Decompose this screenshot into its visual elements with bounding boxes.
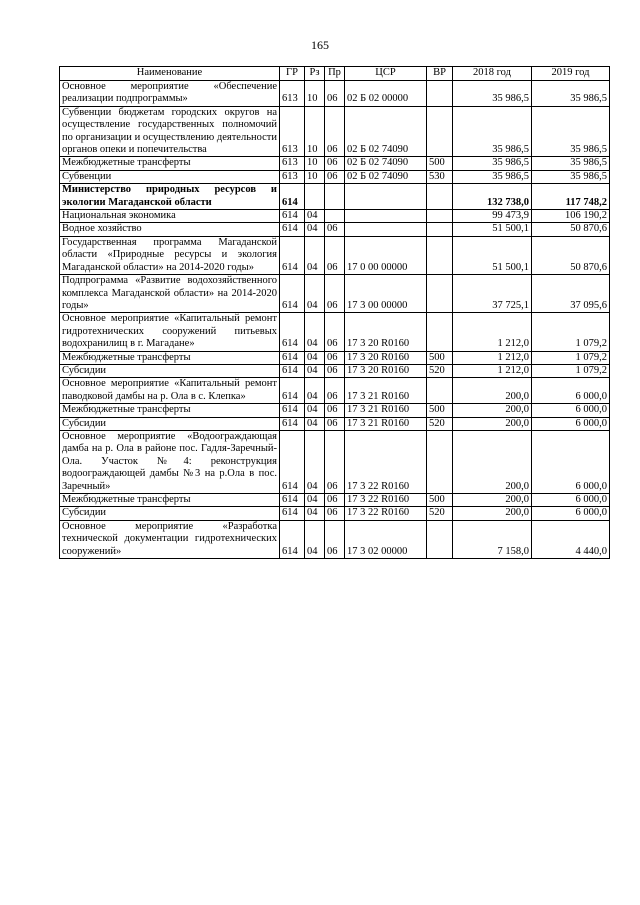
cell-pr	[325, 210, 345, 223]
header-gr: ГР	[280, 67, 305, 81]
cell-2018: 200,0	[453, 378, 532, 404]
header-name: Наименование	[60, 67, 280, 81]
cell-rz: 04	[305, 236, 325, 274]
table-row	[60, 494, 610, 507]
cell-csr: 17 3 02 00000	[345, 520, 427, 558]
table-row	[60, 351, 610, 364]
cell-2019: 50 870,6	[532, 223, 610, 236]
cell-gr: 613	[280, 170, 305, 183]
cell-rz: 04	[305, 417, 325, 430]
cell-rz: 10	[305, 170, 325, 183]
cell-pr: 06	[325, 351, 345, 364]
cell-pr: 06	[325, 507, 345, 520]
cell-pr: 06	[325, 236, 345, 274]
cell-2018: 35 986,5	[453, 81, 532, 107]
cell-name: Министерство природных ресурсов и экологии Магаданской области	[60, 184, 280, 210]
cell-2019: 6 000,0	[532, 417, 610, 430]
cell-2019: 50 870,6	[532, 236, 610, 274]
cell-rz: 04	[305, 378, 325, 404]
cell-csr: 17 3 00 00000	[345, 275, 427, 313]
cell-csr: 17 3 21 R0160	[345, 378, 427, 404]
cell-vr: 530	[427, 170, 453, 183]
cell-2018: 35 986,5	[453, 170, 532, 183]
cell-name: Субсидии	[60, 364, 280, 377]
cell-vr	[427, 81, 453, 107]
cell-2018: 99 473,9	[453, 210, 532, 223]
cell-2018: 35 986,5	[453, 157, 532, 170]
cell-2018: 37 725,1	[453, 275, 532, 313]
table-row	[60, 507, 610, 520]
cell-gr: 614	[280, 313, 305, 351]
table-row	[60, 223, 610, 236]
page-number: 165	[311, 38, 329, 52]
cell-2019: 6 000,0	[532, 430, 610, 493]
table-row	[60, 520, 610, 558]
cell-2018: 1 212,0	[453, 313, 532, 351]
cell-gr: 614	[280, 520, 305, 558]
table-row	[60, 364, 610, 377]
table-row	[60, 275, 610, 313]
cell-csr: 17 3 22 R0160	[345, 507, 427, 520]
cell-name: Национальная экономика	[60, 210, 280, 223]
cell-vr	[427, 210, 453, 223]
cell-gr: 614	[280, 236, 305, 274]
cell-2019: 117 748,2	[532, 184, 610, 210]
cell-vr	[427, 236, 453, 274]
cell-2018: 132 738,0	[453, 184, 532, 210]
cell-2019: 4 440,0	[532, 520, 610, 558]
header-csr: ЦСР	[345, 67, 427, 81]
cell-csr	[345, 210, 427, 223]
cell-2018: 7 158,0	[453, 520, 532, 558]
cell-rz: 04	[305, 210, 325, 223]
cell-gr: 614	[280, 417, 305, 430]
table-row	[60, 313, 610, 351]
cell-rz: 04	[305, 404, 325, 417]
table-row	[60, 210, 610, 223]
cell-2019: 35 986,5	[532, 81, 610, 107]
cell-name: Водное хозяйство	[60, 223, 280, 236]
cell-gr: 614	[280, 184, 305, 210]
table-row	[60, 170, 610, 183]
cell-name: Подпрограмма «Развитие водохозяйственного комплекса Магаданской области» на 2014-2020 годы»	[60, 275, 280, 313]
cell-2019: 35 986,5	[532, 170, 610, 183]
cell-gr: 613	[280, 81, 305, 107]
table-row	[60, 106, 610, 157]
cell-gr: 614	[280, 210, 305, 223]
cell-rz: 04	[305, 351, 325, 364]
cell-gr: 613	[280, 106, 305, 157]
cell-rz: 04	[305, 223, 325, 236]
cell-pr: 06	[325, 430, 345, 493]
table-row	[60, 81, 610, 107]
cell-gr: 614	[280, 507, 305, 520]
cell-csr: 02 Б 02 74090	[345, 106, 427, 157]
cell-2018: 200,0	[453, 417, 532, 430]
cell-gr: 614	[280, 494, 305, 507]
table-row	[60, 236, 610, 274]
cell-name: Субвенции бюджетам городских округов на осуществление государственных полномочий по организации и осуществлению деятельности органов опеки и попечительства	[60, 106, 280, 157]
cell-2018: 51 500,1	[453, 236, 532, 274]
cell-2019: 1 079,2	[532, 313, 610, 351]
cell-rz: 04	[305, 313, 325, 351]
cell-vr: 520	[427, 417, 453, 430]
cell-gr: 614	[280, 223, 305, 236]
cell-2019: 6 000,0	[532, 404, 610, 417]
cell-pr	[325, 184, 345, 210]
cell-rz: 10	[305, 81, 325, 107]
cell-vr	[427, 313, 453, 351]
cell-gr: 613	[280, 157, 305, 170]
budget-table	[59, 66, 610, 559]
cell-name: Основное мероприятие «Капитальный ремонт гидротехнических сооружений питьевых водохранилищ в г. Магадане»	[60, 313, 280, 351]
cell-name: Основное мероприятие «Водоограждающая дамба на р. Ола в районе пос. Гадля-Заречный-Ола. Участок №4: реконструкция водоограждающей дамбы №3 на р.Ола в пос. Заречный»	[60, 430, 280, 493]
cell-name: Основное мероприятие «Капитальный ремонт паводковой дамбы на р. Ола в с. Клепка»	[60, 378, 280, 404]
cell-2018: 200,0	[453, 494, 532, 507]
table-row	[60, 157, 610, 170]
cell-gr: 614	[280, 378, 305, 404]
cell-vr	[427, 223, 453, 236]
cell-vr: 500	[427, 157, 453, 170]
cell-rz: 04	[305, 430, 325, 493]
table-row	[60, 417, 610, 430]
cell-2019: 6 000,0	[532, 494, 610, 507]
cell-2019: 35 986,5	[532, 106, 610, 157]
header-pr: Пр	[325, 67, 345, 81]
cell-name: Межбюджетные трансферты	[60, 351, 280, 364]
cell-name: Субвенции	[60, 170, 280, 183]
cell-gr: 614	[280, 430, 305, 493]
cell-csr: 17 3 22 R0160	[345, 494, 427, 507]
cell-2018: 35 986,5	[453, 106, 532, 157]
cell-vr: 500	[427, 494, 453, 507]
cell-name: Субсидии	[60, 417, 280, 430]
table-row	[60, 430, 610, 493]
cell-vr: 520	[427, 364, 453, 377]
cell-pr: 06	[325, 313, 345, 351]
cell-vr: 500	[427, 404, 453, 417]
cell-rz: 04	[305, 507, 325, 520]
header-rz: Рз	[305, 67, 325, 81]
cell-rz: 04	[305, 364, 325, 377]
cell-csr	[345, 223, 427, 236]
cell-vr	[427, 275, 453, 313]
cell-csr: 17 3 20 R0160	[345, 351, 427, 364]
cell-2019: 35 986,5	[532, 157, 610, 170]
cell-name: Межбюджетные трансферты	[60, 404, 280, 417]
cell-2019: 1 079,2	[532, 351, 610, 364]
table-row	[60, 184, 610, 210]
cell-vr: 520	[427, 507, 453, 520]
header-2018: 2018 год	[453, 67, 532, 81]
cell-csr: 02 Б 02 00000	[345, 81, 427, 107]
cell-name: Государственная программа Магаданской области «Природные ресурсы и экология Магаданской области» на 2014-2020 годы»	[60, 236, 280, 274]
cell-csr: 17 3 21 R0160	[345, 417, 427, 430]
cell-pr: 06	[325, 494, 345, 507]
cell-pr: 06	[325, 223, 345, 236]
cell-csr: 02 Б 02 74090	[345, 170, 427, 183]
cell-rz: 10	[305, 157, 325, 170]
cell-csr: 17 3 20 R0160	[345, 364, 427, 377]
cell-pr: 06	[325, 275, 345, 313]
cell-rz: 04	[305, 275, 325, 313]
cell-name: Основное мероприятие «Разработка технической документации гидротехнических сооружений»	[60, 520, 280, 558]
cell-gr: 614	[280, 404, 305, 417]
header-2019: 2019 год	[532, 67, 610, 81]
cell-csr: 17 3 20 R0160	[345, 313, 427, 351]
header-vr: ВР	[427, 67, 453, 81]
cell-pr: 06	[325, 417, 345, 430]
cell-2018: 1 212,0	[453, 364, 532, 377]
table-row	[60, 378, 610, 404]
cell-2019: 37 095,6	[532, 275, 610, 313]
cell-rz: 04	[305, 520, 325, 558]
cell-vr	[427, 430, 453, 493]
cell-pr: 06	[325, 378, 345, 404]
cell-vr	[427, 106, 453, 157]
cell-pr: 06	[325, 170, 345, 183]
cell-gr: 614	[280, 275, 305, 313]
cell-vr	[427, 184, 453, 210]
cell-2019: 6 000,0	[532, 378, 610, 404]
cell-vr	[427, 378, 453, 404]
table-header-row	[60, 67, 610, 81]
cell-2018: 51 500,1	[453, 223, 532, 236]
cell-csr: 17 3 22 R0160	[345, 430, 427, 493]
cell-vr: 500	[427, 351, 453, 364]
cell-gr: 614	[280, 351, 305, 364]
cell-name: Межбюджетные трансферты	[60, 157, 280, 170]
cell-pr: 06	[325, 157, 345, 170]
cell-2018: 200,0	[453, 507, 532, 520]
cell-vr	[427, 520, 453, 558]
cell-name: Основное мероприятие «Обеспечение реализации подпрограммы»	[60, 81, 280, 107]
cell-csr	[345, 184, 427, 210]
cell-gr: 614	[280, 364, 305, 377]
cell-2019: 6 000,0	[532, 507, 610, 520]
cell-csr: 02 Б 02 74090	[345, 157, 427, 170]
cell-pr: 06	[325, 404, 345, 417]
cell-csr: 17 3 21 R0160	[345, 404, 427, 417]
cell-pr: 06	[325, 106, 345, 157]
cell-2018: 200,0	[453, 404, 532, 417]
cell-2018: 200,0	[453, 430, 532, 493]
table-row	[60, 404, 610, 417]
cell-rz: 10	[305, 106, 325, 157]
cell-name: Межбюджетные трансферты	[60, 494, 280, 507]
cell-pr: 06	[325, 364, 345, 377]
cell-csr: 17 0 00 00000	[345, 236, 427, 274]
cell-rz	[305, 184, 325, 210]
cell-pr: 06	[325, 520, 345, 558]
cell-rz: 04	[305, 494, 325, 507]
cell-2019: 1 079,2	[532, 364, 610, 377]
cell-2018: 1 212,0	[453, 351, 532, 364]
cell-pr: 06	[325, 81, 345, 107]
cell-2019: 106 190,2	[532, 210, 610, 223]
cell-name: Субсидии	[60, 507, 280, 520]
